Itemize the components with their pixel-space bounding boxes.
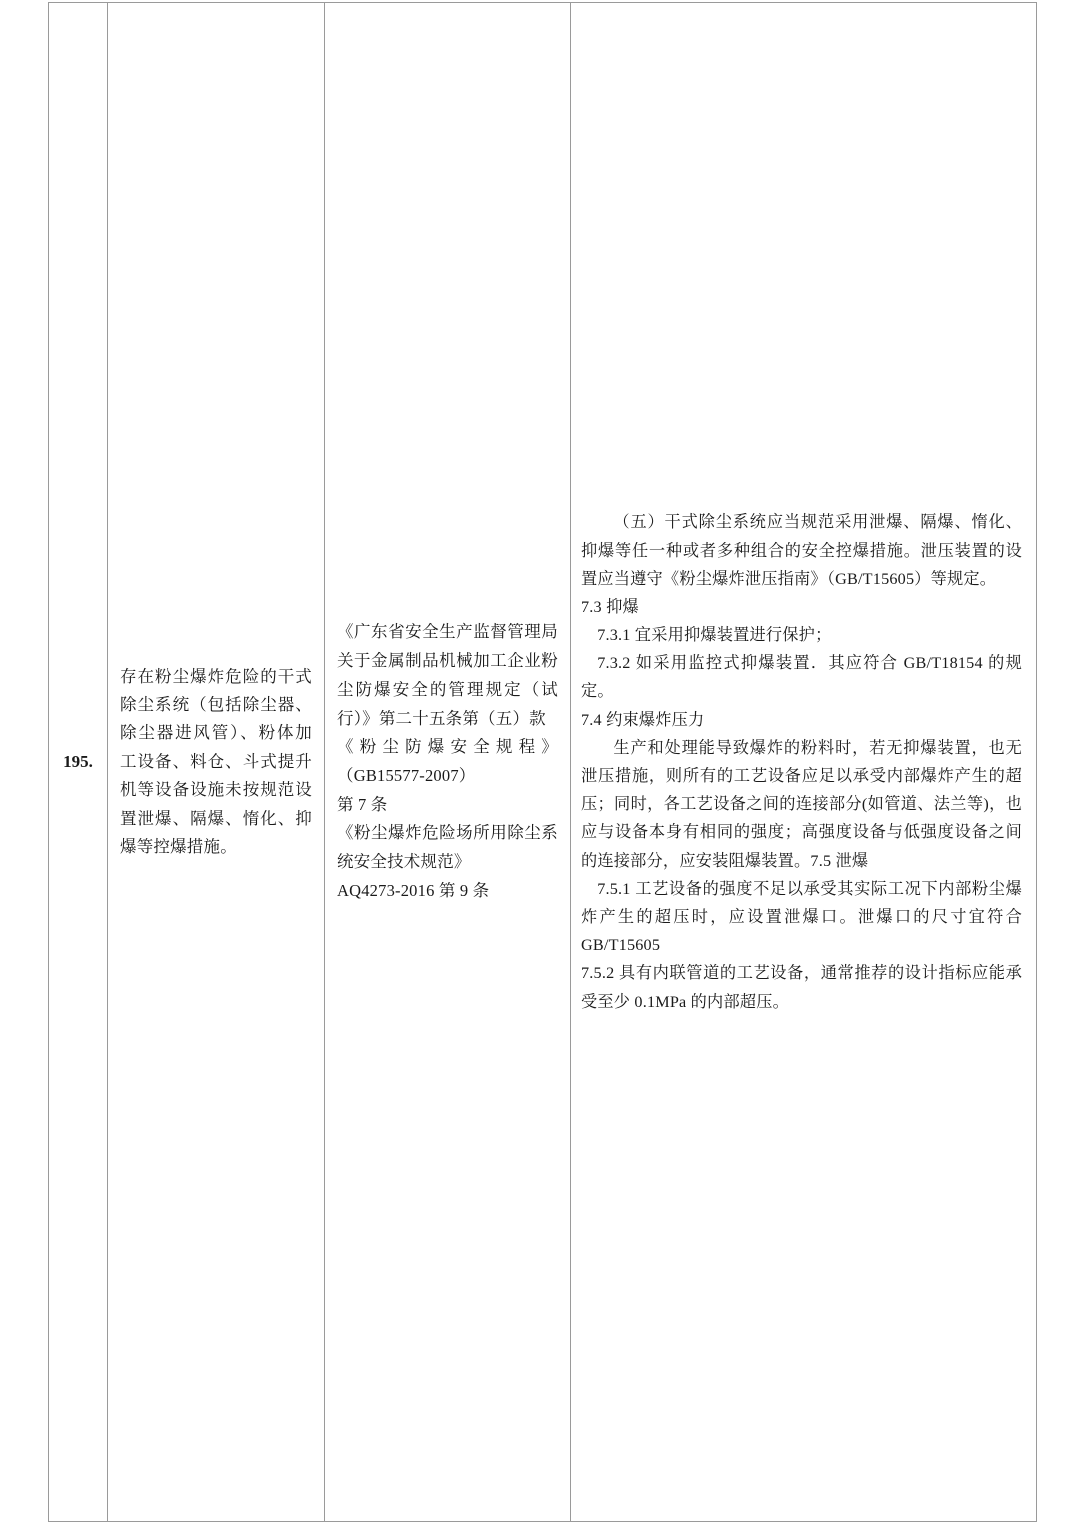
content-paragraph-1: （五）干式除尘系统应当规范采用泄爆、隔爆、惰化、抑爆等任一种或者多种组合的安全控爆措施。泄压装置的设置应当遵守《粉尘爆炸泄压指南》（GB/T15605）等规定。 [581, 513, 1022, 588]
content-paragraph-7: 7.5.1 工艺设备的强度不足以承受其实际工况下内部粉尘爆炸产生的超压时，应设置泄爆口。泄爆口的尺寸宜符合 GB/T15605 [581, 879, 1022, 955]
row-number: 195. [63, 752, 93, 771]
standard-content-cell [571, 3, 1037, 1522]
legal-basis-line-1: 《广东省安全生产监督管理局关于金属制品机械加工企业粉尘防爆安全的管理规定（试行）》第二十五条第（五）款 [337, 622, 558, 728]
legal-basis-line-3: 第 7 条 [337, 794, 388, 814]
legal-basis-line-4: 《粉尘爆炸危险场所用除尘系统安全技术规范》 [337, 823, 558, 872]
content-paragraph-3: 7.3.1 宜采用抑爆装置进行保护； [597, 626, 832, 645]
content-paragraph-4: 7.3.2 如采用监控式抑爆装置．其应符合 GB/T18154 的规定。 [581, 654, 1022, 701]
table-row [49, 3, 1037, 1522]
legal-basis-line-2: 《粉尘防爆安全规程》（GB15577-2007） [337, 737, 558, 785]
content-paragraph-8: 7.5.2 具有内联管道的工艺设备，通常推荐的设计指标应能承受至少 0.1MPa 的内部超压。 [581, 964, 1022, 1011]
hazard-item-cell [108, 3, 325, 1522]
legal-basis-cell [325, 3, 571, 1522]
hazard-item-paragraph: 存在粉尘爆炸危险的干式除尘系统（包括除尘器、除尘器进风管）、粉体加工设备、料仓、斗式提升机等设备设施未按规范设置泄爆、隔爆、惰化、抑爆等控爆措施。 [120, 666, 312, 856]
row-number-cell [49, 3, 108, 1522]
standard-content-text [571, 502, 1036, 1021]
legal-basis-text [325, 612, 570, 911]
content-paragraph-5: 7.4 约束爆炸压力 [581, 710, 705, 729]
legal-basis-line-5: AQ4273-2016 第 9 条 [337, 880, 490, 900]
hazard-item-text [108, 657, 324, 868]
regulation-table [48, 2, 1037, 1522]
content-paragraph-2: 7.3 抑爆 [581, 597, 639, 616]
content-paragraph-6: 生产和处理能导致爆炸的粉料时，若无抑爆装置，也无泄压措施，则所有的工艺设备应足以承受内部爆炸产生的超压；同时，各工艺设备之间的连接部分(如管道、法兰等)，也应与设备本身有相同的强度；高强度设备与低强度设备之间的连接部分，应安装阻爆装置。7.5 泄爆 [581, 738, 1022, 870]
